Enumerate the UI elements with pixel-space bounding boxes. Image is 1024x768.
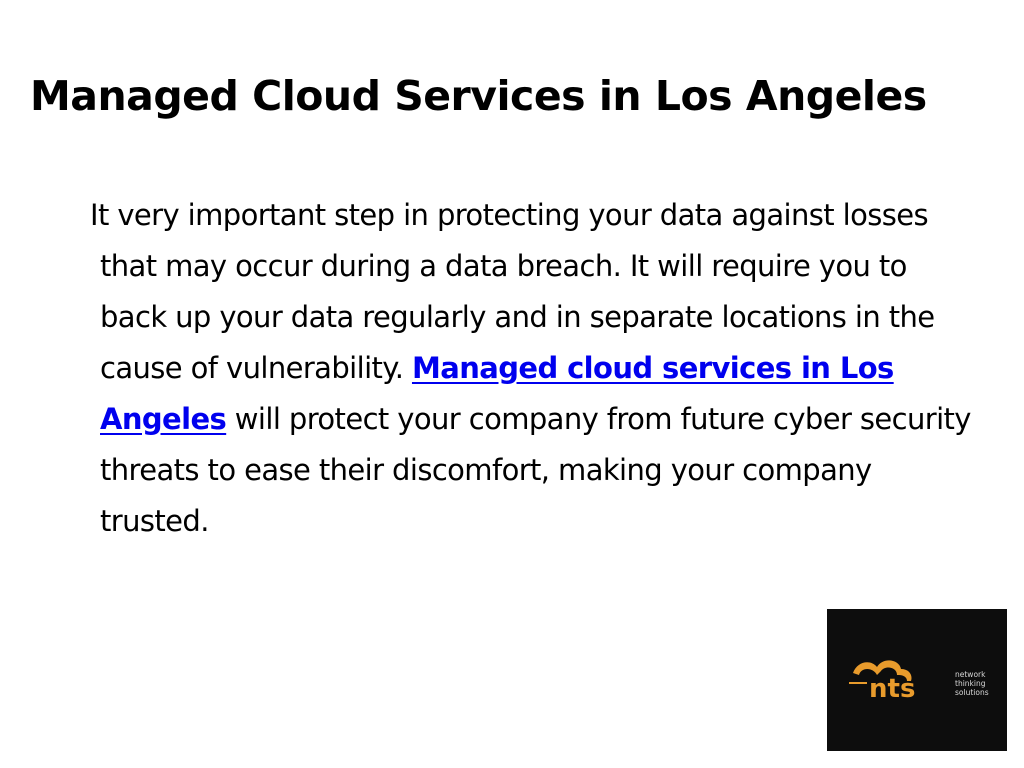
- paragraph-text-before-link: It very important step in protecting your data against losses that may occur during a data breach. It will require you to back up your data regularly and in separate locations in the cause of vulnerability.: [90, 198, 935, 385]
- logo-tagline-line-1: network: [955, 670, 986, 679]
- nts-logo: [827, 609, 1007, 751]
- logo-tagline-line-3: solutions: [955, 688, 989, 697]
- paragraph-text-after-link: will protect your company from future cyber security threats to ease their discomfort, making your company trusted.: [100, 402, 971, 538]
- managed-cloud-services-link[interactable]: Managed cloud services in Los Angeles: [100, 351, 894, 436]
- logo-mark: nts: [869, 674, 916, 704]
- slide-title: Managed Cloud Services in Los Angeles: [30, 72, 927, 120]
- logo-tagline-line-2: thinking: [955, 679, 986, 688]
- nts-logo-graphic: [827, 609, 1007, 751]
- body-paragraph: [90, 190, 975, 547]
